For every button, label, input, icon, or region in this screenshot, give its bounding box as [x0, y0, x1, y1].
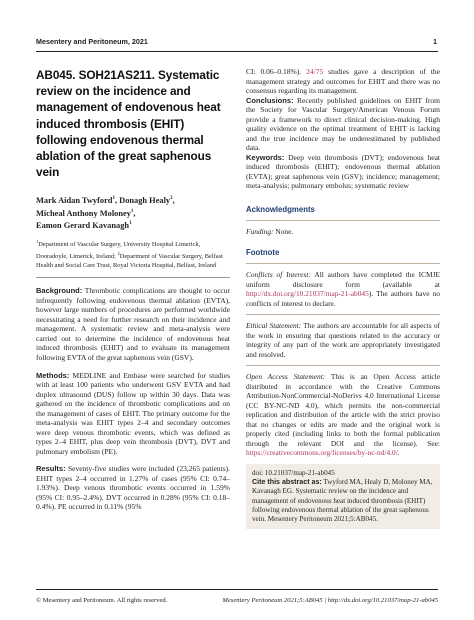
disclosure-link[interactable]: http://dx.doi.org/10.21037/map-21-ab045 — [246, 289, 369, 299]
author-separator: , — [172, 196, 175, 206]
funding-label: Funding: — [246, 226, 274, 236]
citation-box — [246, 464, 440, 530]
author-affil-mark: 2 — [170, 196, 173, 202]
author-name: Donagh Healy — [119, 196, 171, 206]
conclusions-label: Conclusions: — [246, 95, 294, 105]
background-text: Thrombotic complications are thought to occur infrequently following endovenous thermal ablation (EVTA), however large numbers of procedures are performed worldwide necessitating a need for further research on their incidence and management. A systematic review and meta-analysis were carried out to determine the incidence of endovenous heat induced thrombosis (EHIT) and to evaluate its management following EVTA of the great saphenous vein (GSV). — [36, 286, 230, 362]
footnote-heading: Footnote — [246, 248, 280, 258]
methods-text: MEDLINE and Embase were searched for studies with at least 100 patients who underwent GSV EVTA and had duplex ultrasound (DUS) follow up within 30 days. Data was gathered on the incidence of thrombotic complications and on the management of cases of EHIT. The primary outcome for the meta-analysis was EHIT types 2–4 and secondary outcomes were deep venous thrombotic events, which was defined as types 2–4 EHIT, plus deep vein thrombosis (DVT), DVT and pulmonary embolism (PE). — [36, 370, 230, 456]
doi-line: doi: 10.21037/map-21-ab045 — [252, 468, 335, 477]
author-separator: , — [114, 196, 120, 206]
affiliation-text: Department of Vascular Surgery, University Hospital Limerick, Dooradoyle, Limerick, Ireland; — [36, 241, 201, 260]
conflicts-text: All authors have completed the ICMJE uniform disclosure form (available at — [246, 270, 440, 289]
section-divider — [246, 314, 440, 315]
open-access-text: . — [397, 448, 400, 458]
page-number: 1 — [433, 37, 437, 46]
author-name: Micheal Anthony Moloney — [36, 208, 131, 218]
author-affil-mark: 1 — [112, 196, 115, 202]
keywords-text: Deep vein thrombosis (DVT); endovenous heat induced thrombosis (EHIT); endovenous thermal ablation (EVTA); great saphenous vein (GSV); incidence; management; meta-analysis; pulmonary embolus; systematic review — [246, 152, 440, 191]
abstract-methods — [36, 371, 230, 457]
abstract-background — [36, 286, 230, 362]
running-head: Mesentery and Peritoneum, 2021 — [36, 37, 148, 46]
conflicts-label: Conflicts of Interest: — [246, 270, 311, 280]
author-separator: , — [133, 208, 136, 218]
author-affil-mark: 1 — [129, 220, 132, 226]
results-text: Seventy-five studies were included (23,265 patients). EHIT types 2–4 occurred in 1.27% of cases (95% CI: 0.74–1.93%). Deep venous thrombotic events occurred in 1.59% (95% CI: 0.95–2.4%). DVT occurred in 0.28% (95% CI: 0.18–0.4%). PE occurred in 0.11% (95% — [36, 464, 231, 512]
abstract-divider — [36, 277, 230, 278]
citation-label: Cite this abstract as: — [252, 478, 322, 486]
footer-journal-ref: Mesentery Peritoneum 2021;5:AB045 | http://dx.doi.org/10.21037/map-21-ab045 — [222, 597, 438, 604]
section-divider — [246, 220, 440, 221]
author-affil-mark: 1 — [130, 208, 134, 214]
results-ratio-link[interactable]: 24/75 — [306, 67, 324, 76]
results-continued-text: CI: 0.06–0.18%). — [246, 67, 307, 76]
author-name: Mark Aidan Twyford — [36, 196, 113, 206]
ethics-statement — [246, 321, 440, 359]
funding-statement — [246, 227, 440, 237]
background-label: Background: — [36, 286, 83, 296]
keywords-label: Keywords: — [246, 152, 285, 162]
open-access-text: This is an Open Access article distributed in accordance with the Creative Commons Attribution-NonCommercial-NoDerivs 4.0 International License (CC BY-NC-ND 4.0), which permits the non-commercial replication and distribution of the article with the strict proviso that no changes or edits are made and the original work is properly cited (including links to both the formal publication through the relevant DOI and the license). See: — [246, 372, 440, 448]
author-list — [36, 194, 230, 231]
open-access-label: Open Access Statement: — [246, 372, 326, 382]
section-divider — [246, 365, 440, 366]
open-access-statement — [246, 372, 440, 458]
header-rule — [36, 51, 438, 52]
affiliation-mark: 2 — [117, 250, 120, 256]
citation-text-block — [252, 478, 434, 524]
results-label: Results: — [36, 464, 66, 474]
article-title: AB045. SOH21AS211. Systematic review on the incidence and management of endovenous heat induced thrombosis (EHIT) following endovenous thermal ablation of the great saphenous vein — [36, 68, 221, 180]
conflicts-text: ). The authors have no conflicts of interest to declare. — [246, 289, 440, 308]
conflicts-statement — [246, 270, 440, 308]
ethics-text: The authors are accountable for all aspects of the work in ensuring that questions related to the accuracy or integrity of any part of the work are appropriately investigated and resolved. — [246, 321, 440, 359]
abstract-results — [36, 464, 230, 512]
left-column — [36, 67, 230, 512]
license-link[interactable]: https://creativecommons.org/licenses/by-nc-nd/4.0/ — [246, 448, 398, 458]
funding-text: None. — [275, 226, 294, 236]
section-divider — [246, 263, 440, 264]
affiliation-text: Department of Vascular Surgery, Belfast Health and Social Care Trust, Royal Victoria Hospital, Belfast, Ireland — [36, 252, 223, 269]
conclusions-text: Recently published guidelines on EHIT from the Society for Vascular Surgery/American Venous Forum provide a framework to direct clinical decision-making. High quality evidence on the optimal treatment of EHIT is lacking and the true incidence may be underestimated by published data. — [246, 95, 440, 153]
right-column — [246, 67, 440, 529]
acknowledgments-heading: Acknowledgments — [246, 204, 315, 214]
methods-label: Methods: — [36, 370, 70, 380]
author-name: Eamon Gerard Kavanagh — [36, 220, 130, 230]
footer-rule — [36, 589, 438, 590]
results-continued-text: studies gave a description of the management strategy and outcomes for EHIT and there was no consensus regarding its management. — [246, 67, 440, 96]
affiliation-mark: 1 — [36, 239, 39, 245]
abstract-results-continued — [246, 67, 440, 96]
abstract-conclusions — [246, 96, 440, 153]
footer-copyright: © Mesentery and Peritoneum. All rights reserved. — [36, 597, 168, 604]
abstract-keywords — [246, 153, 440, 191]
citation-text: Twyford MA, Healy D, Moloney MA, Kavanagh EG. Systematic review on the incidence and management of endovenous heat induced thrombosis (EHIT) following endovenous thermal ablation of the great saphenous vein. Mesentery Peritoneum 2021;5:AB045. — [252, 478, 433, 524]
affiliations — [36, 238, 230, 270]
ethics-label: Ethical Statement: — [246, 321, 302, 331]
